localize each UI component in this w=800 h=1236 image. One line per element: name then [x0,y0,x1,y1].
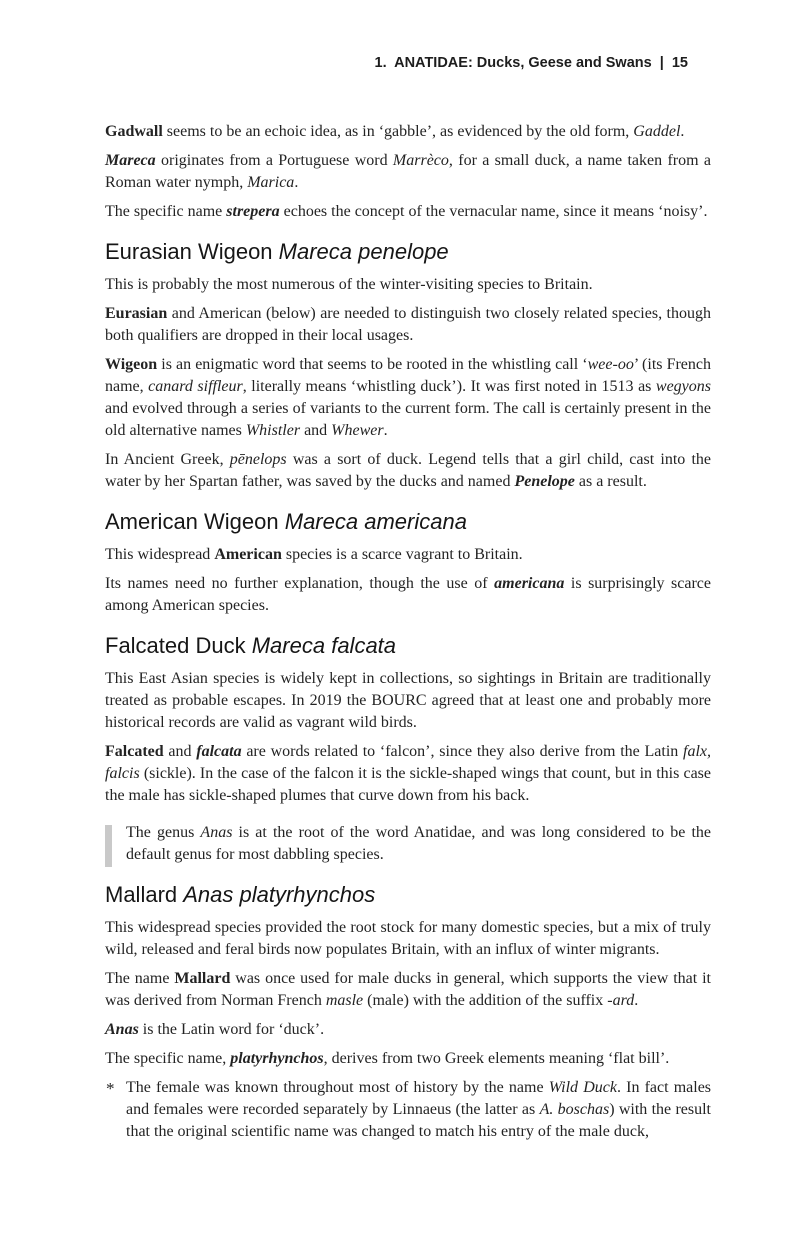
text-run: . [680,123,685,140]
text-run: Falcated Duck [105,633,252,658]
text-run: . In fact males and females were recorded separately by Linnaeus (the latter as [126,1079,712,1118]
text-run: This widespread [105,546,215,563]
text-run: Anas [105,1021,139,1038]
text-run: is surprisingly scarce among American species. [105,575,712,614]
text-run: Its names need no further explanation, though the use of [105,575,495,592]
text-run: seems to be an echoic idea, as in ‘gabble’, as evidenced by the old form, [162,123,634,140]
text-run: americana [494,575,565,592]
page-header [105,36,688,90]
text-run: platyrhynchos [230,1050,324,1067]
paragraph [105,1048,711,1070]
text-run: Mareca penelope [278,239,449,264]
text-run: echoes the concept of the vernacular name, since it means ‘noisy’. [279,203,708,220]
text-run: Gadwall [105,123,163,140]
text-run: Eurasian Wigeon [105,239,279,264]
text-run: and American (below) are needed to distinguish two closely related species, though both qualifiers are dropped in their local usages. [105,305,711,344]
text-run: Mareca falcata [251,633,397,658]
text-run: . [634,992,639,1009]
paragraph [105,917,711,961]
text-run: ) with the result that the original scientific name was changed to match his entry of the male duck, [126,1101,711,1140]
section-heading [105,881,711,908]
text-run: are words related to ‘falcon’, since they also derive from the Latin [241,743,684,760]
text-run: The female was known throughout most of history by the name [126,1079,549,1096]
text-run: A. boschas [539,1101,610,1118]
text-run: Falcated [105,743,164,760]
text-run: Eurasian [105,305,168,322]
text-run: Mallard [174,970,231,987]
text-run: Mareca americana [284,509,467,534]
text-run: Gaddel [633,123,681,140]
paragraph [105,150,711,194]
paragraph [105,121,711,143]
text-run: Penelope [514,473,575,490]
quote-bar [105,825,112,867]
book-page [0,36,800,1236]
text-run: The specific name [105,203,227,220]
text-run: In Ancient Greek, [105,451,230,468]
star-bullet-icon: * [106,1079,115,1098]
text-run: and [300,422,332,439]
text-run: Wigeon [105,356,158,373]
text-run: . [294,174,299,191]
text-run: Marica [247,174,295,191]
text-run: , for a small duck, a name taken from a Roman water nymph, [105,152,712,191]
text-run: is the Latin word for ‘duck’. [138,1021,325,1038]
text-run: is an enigmatic word that seems to be rooted in the whistling call ‘ [157,356,588,373]
text-run: falx, falcis [105,743,712,782]
text-run: masle [325,992,364,1009]
text-run: and [163,743,197,760]
text-run: Whistler [245,422,301,439]
paragraph [105,741,711,807]
text-run: -ard [607,992,635,1009]
text-run: Anas [200,824,233,841]
text-run: American [214,546,282,563]
page-body [105,121,711,1143]
text-run: originates from a Portuguese word [155,152,393,169]
text-run: This widespread species provided the root stock for many domestic species, but a mix of truly wild, released and feral birds now populates Britain, with an influx of winter migrants. [105,919,711,958]
running-head: 1. ANATIDAE: Ducks, Geese and Swans | 15 [374,55,688,71]
quote-text [126,822,711,866]
text-run: , derives from two Greek elements meaning ‘flat bill’. [323,1050,670,1067]
paragraph [105,449,711,493]
text-run: Whewer [331,422,384,439]
section-heading [105,508,711,535]
text-run: American Wigeon [105,509,285,534]
section-heading [105,238,711,265]
paragraph [105,303,711,347]
text-run: Mallard [105,882,184,907]
paragraph [105,274,711,296]
text-run: Marrèco [392,152,449,169]
bullet-item [105,1077,711,1143]
paragraph [105,544,711,566]
text-run: pēnelops [229,451,287,468]
text-run: and evolved through a series of variants to the current form. The call is certainly present in the old alternative names [105,400,711,439]
text-run: species is a scarce vagrant to Britain. [281,546,523,563]
text-run: falcata [196,743,242,760]
text-run: was a sort of duck. Legend tells that a girl child, cast into the water by her Spartan father, was saved by the ducks and named [105,451,712,490]
text-run: ’ (its French name, [105,356,712,395]
text-run: The specific name, [105,1050,231,1067]
text-run: wee-oo [587,356,634,373]
section-heading [105,632,711,659]
text-run: This East Asian species is widely kept in collections, so sightings in Britain are traditionally treated as probable escapes. In 2019 the BOURC agreed that at least one and probably more historical records are valid as vagrant wild birds. [105,670,711,731]
text-run: Wild Duck [548,1079,617,1096]
paragraph [105,354,711,442]
bullet-text [126,1077,711,1143]
text-run: as a result. [574,473,647,490]
text-run: was once used for male ducks in general, which supports the view that it was derived from Norman French [105,970,712,1009]
text-run: (male) with the addition of the suffix [363,992,608,1009]
paragraph [105,573,711,617]
paragraph [105,968,711,1012]
paragraph [105,201,711,223]
paragraph [105,1019,711,1041]
text-run: The name [105,970,175,987]
text-run: canard siffleur [148,378,243,395]
text-run: Anas platyrhynchos [183,882,376,907]
text-run: The genus [126,824,201,841]
paragraph [105,668,711,734]
text-run: strepera [226,203,280,220]
text-run: . [383,422,388,439]
text-run: is at the root of the word Anatidae, and was long considered to be the default genus for most dabbling species. [126,824,711,863]
text-run: wegyons [655,378,712,395]
quote-block [105,822,711,866]
text-run: (sickle). In the case of the falcon it is the sickle-shaped wings that count, but in this case the male has sickle-shaped plumes that curve down from his back. [105,765,711,804]
text-run: , literally means ‘whistling duck’). It was first noted in 1513 as [242,378,656,395]
text-run: This is probably the most numerous of the winter-visiting species to Britain. [105,276,593,293]
text-run: Mareca [105,152,156,169]
